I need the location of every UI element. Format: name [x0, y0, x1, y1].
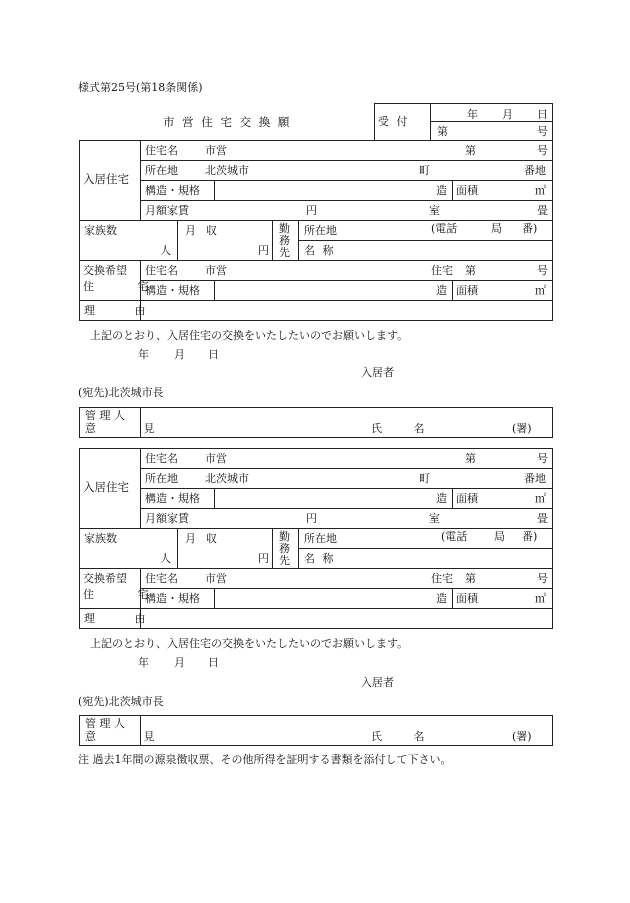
workplace-label-1: 勤: [279, 222, 290, 235]
desired-name-label: 住宅名: [145, 264, 178, 277]
request-text: 上記のとおり、入居住宅の交換をいたしたいのでお願いします。: [90, 329, 409, 342]
income-label-2-2: 収: [206, 532, 217, 545]
workplace-name-label-2: 名 称: [304, 552, 336, 565]
current-housing-label-2: 入居住宅: [83, 480, 129, 494]
banchi-text: 番地: [524, 164, 546, 177]
location-label-2: 所在地: [145, 472, 178, 485]
city-housing-text-2: 市営: [205, 452, 227, 465]
signature-mark-2: (署): [512, 730, 532, 743]
jo-unit-2: 畳: [537, 512, 548, 525]
income-label-2: 収: [206, 224, 217, 237]
no-suffix: 号: [537, 144, 548, 157]
reason-label-2: 理 由: [84, 612, 164, 625]
signature-mark: (署): [512, 422, 532, 435]
workplace-label-2-2: 務: [279, 542, 290, 555]
housing-name-label: 住宅名: [145, 144, 178, 157]
name-label-2: 氏 名: [371, 730, 439, 743]
desired-no-suffix-2: 号: [537, 572, 548, 585]
work-location-label: 所在地: [304, 224, 337, 237]
desired-area-label-2: 面積: [456, 592, 478, 605]
desired-area-label: 面積: [456, 284, 478, 297]
addressee: (宛先)北茨城市長: [78, 386, 164, 399]
location-label: 所在地: [145, 164, 178, 177]
reception-month: 月: [502, 108, 513, 121]
manager-label-2: 意 見: [85, 422, 177, 435]
workplace-label-2: 務: [279, 234, 290, 247]
phone-office-label: 局: [491, 222, 502, 235]
reason-label: 理 由: [84, 304, 164, 317]
workplace-name-label: 名 称: [304, 244, 336, 257]
desired-no-prefix-2: 第: [465, 572, 476, 585]
city-housing-text: 市営: [205, 144, 227, 157]
city-text-2: 北茨城市: [205, 472, 249, 485]
rent-label: 月額家賃: [145, 204, 189, 217]
reception-year: 年: [467, 108, 478, 121]
desired-structure-label-2: 構造・規格: [145, 592, 200, 605]
structure-label: 構造・規格: [145, 184, 200, 197]
income-label-1-2: 月: [185, 532, 196, 545]
workplace-label-3-2: 先: [279, 554, 290, 567]
room-unit-2: 室: [429, 512, 440, 525]
desired-zou-2: 造: [436, 592, 447, 605]
work-location-label-2: 所在地: [304, 532, 337, 545]
desired-zou: 造: [436, 284, 447, 297]
desired-sqm-2: ㎡: [535, 592, 546, 605]
date-year-2: 年: [138, 656, 149, 669]
phone-number-label: 番): [522, 222, 538, 235]
desired-city-housing: 市営: [205, 264, 227, 277]
person-unit-2: 人: [160, 552, 171, 565]
manager-label-1-2: 管 理 人: [85, 717, 125, 730]
person-unit: 人: [160, 244, 171, 257]
phone-number-label-2: 番): [522, 530, 538, 543]
date-day-2: 日: [208, 656, 219, 669]
room-unit: 室: [429, 204, 440, 217]
phone-office-label-2: 局: [494, 530, 505, 543]
applicant-label: 入居者: [361, 366, 394, 379]
income-yen-unit: 円: [258, 244, 269, 257]
desired-housing-label-2-2: 住 宅: [83, 588, 169, 601]
reception-label: 受 付: [378, 115, 410, 128]
form-number: 様式第25号(第18条関係): [78, 81, 203, 94]
workplace-label-1-2: 勤: [279, 530, 290, 543]
area-label-2: 面積: [456, 492, 478, 505]
desired-no-prefix: 第: [465, 264, 476, 277]
zou-text: 造: [436, 184, 447, 197]
no-suffix-2: 号: [537, 452, 548, 465]
family-label-2: 家族数: [84, 532, 117, 545]
no-prefix-2: 第: [465, 452, 476, 465]
phone-label: (電話: [431, 222, 458, 235]
date-year: 年: [138, 348, 149, 361]
desired-sqm: ㎡: [535, 284, 546, 297]
zou-text-2: 造: [436, 492, 447, 505]
manager-label-1: 管 理 人: [85, 409, 125, 422]
request-text-2: 上記のとおり、入居住宅の交換をいたしたいのでお願いします。: [90, 637, 409, 650]
family-label: 家族数: [84, 224, 117, 237]
structure-label-2: 構造・規格: [145, 492, 200, 505]
desired-housing-label-1: 交換希望: [83, 264, 127, 277]
no-prefix: 第: [465, 144, 476, 157]
desired-no-suffix: 号: [537, 264, 548, 277]
desired-structure-label: 構造・規格: [145, 284, 200, 297]
banchi-text-2: 番地: [524, 472, 546, 485]
reception-no-suffix: 号: [537, 125, 548, 138]
name-label: 氏 名: [371, 422, 439, 435]
sqm-unit: ㎡: [535, 184, 546, 197]
date-day: 日: [208, 348, 219, 361]
desired-name-label-2: 住宅名: [145, 572, 178, 585]
date-month-2: 月: [174, 656, 185, 669]
town-text-2: 町: [419, 472, 430, 485]
workplace-label-3: 先: [279, 246, 290, 259]
city-text: 北茨城市: [205, 164, 249, 177]
addressee-2: (宛先)北茨城市長: [78, 695, 164, 708]
applicant-label-2: 入居者: [361, 676, 394, 689]
desired-city-housing-2: 市営: [205, 572, 227, 585]
desired-housing-text: 住宅: [431, 264, 453, 277]
date-month: 月: [174, 348, 185, 361]
income-yen-unit-2: 円: [258, 552, 269, 565]
manager-label-2-2: 意 見: [85, 730, 177, 743]
jo-unit: 畳: [537, 204, 548, 217]
phone-label-2: (電話: [441, 530, 468, 543]
current-housing-label: 入居住宅: [83, 172, 129, 186]
desired-housing-text-2: 住宅: [431, 572, 453, 585]
income-label-1: 月: [185, 224, 196, 237]
rent-label-2: 月額家賃: [145, 512, 189, 525]
desired-housing-label-1-2: 交換希望: [83, 572, 127, 585]
footnote: 注 過去1年間の源泉徴収票、その他所得を証明する書類を添付して下さい。: [78, 753, 452, 766]
yen-unit-2: 円: [306, 512, 317, 525]
sqm-unit-2: ㎡: [535, 492, 546, 505]
desired-housing-label-2: 住 宅: [83, 280, 169, 293]
reception-no-prefix: 第: [437, 125, 448, 138]
reception-day: 日: [537, 108, 548, 121]
town-text: 町: [419, 164, 430, 177]
area-label: 面積: [456, 184, 478, 197]
form-title: 市 営 住 宅 交 換 願: [163, 115, 292, 129]
housing-name-label-2: 住宅名: [145, 452, 178, 465]
yen-unit: 円: [306, 204, 317, 217]
